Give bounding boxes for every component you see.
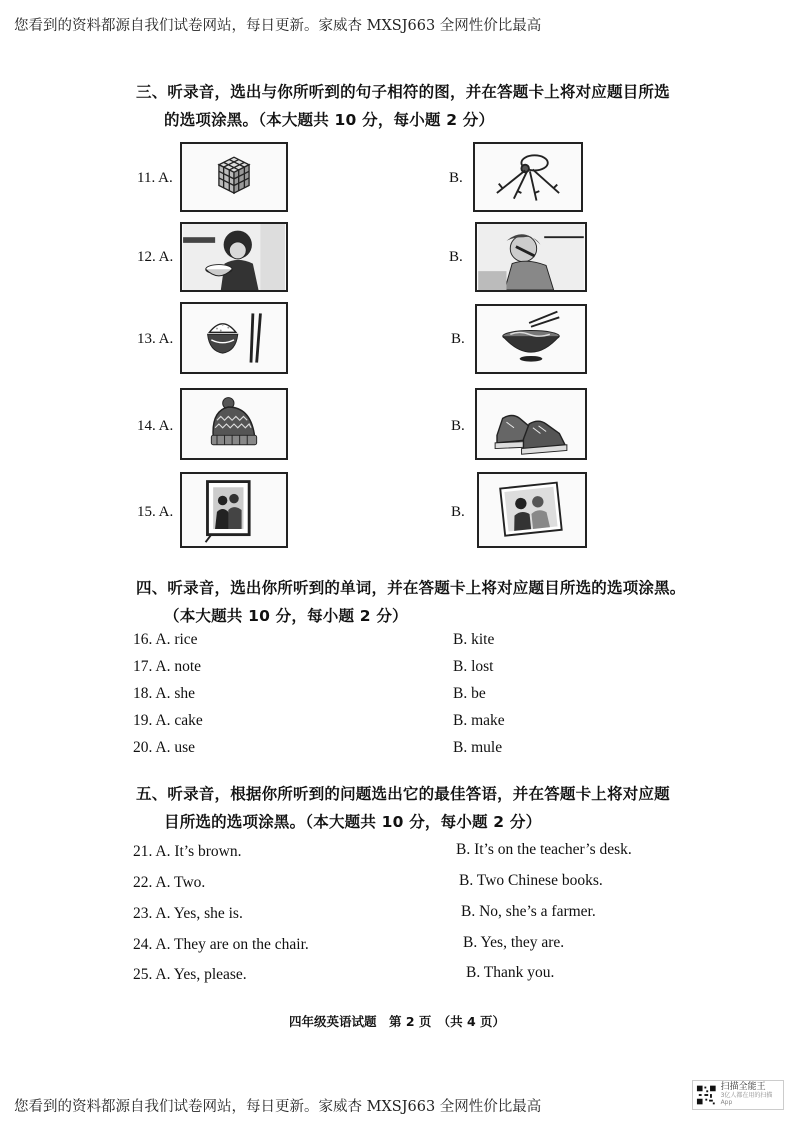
q15-a-label: 15. A. xyxy=(137,504,174,520)
section-3-title-line-1: 三、听录音，选出与你所听到的句子相符的图，并在答题卡上将对应题目所选 xyxy=(136,83,670,101)
q13-b-label: B. xyxy=(451,331,465,347)
q23-option-a: 23. A. Yes, she is. xyxy=(133,905,243,922)
photo-frame-icon xyxy=(180,472,288,548)
keys-icon xyxy=(473,142,583,212)
scanner-watermark xyxy=(692,1080,784,1110)
section-4-title-line-1: 四、听录音，选出你所听到的单词，并在答题卡上将对应题目所选的选项涂黑。 xyxy=(136,579,686,597)
q25-option-a: 25. A. Yes, please. xyxy=(133,966,247,983)
qr-code-icon xyxy=(696,1084,717,1106)
q17-option-a: 17. A. note xyxy=(133,658,202,675)
girl-sleeping-icon xyxy=(475,222,587,292)
q13-a-label: 13. A. xyxy=(137,331,174,347)
sneakers-icon xyxy=(475,388,587,460)
q16-option-b: B. kite xyxy=(453,631,495,648)
section-3-title-line-2: 的选项涂黑。（本大题共 10 分，每小题 2 分） xyxy=(164,111,495,129)
q18-option-b: B. be xyxy=(453,685,486,702)
bottom-banner: 您看到的资料都源自我们试卷网站，每日更新。家威杏 MXSJ663 全网性价比最高 xyxy=(14,1099,542,1115)
q19-option-b: B. make xyxy=(453,712,505,729)
q11-a-label: 11. A. xyxy=(137,170,173,186)
q24-option-b: B. Yes, they are. xyxy=(463,934,565,951)
noodle-bowl-icon xyxy=(475,304,587,374)
q21-option-b: B. It’s on the teacher’s desk. xyxy=(456,841,632,858)
q15-b-label: B. xyxy=(451,504,465,520)
section-4-title-line-2: （本大题共 10 分，每小题 2 分） xyxy=(164,607,408,625)
watermark-subtitle: 3亿人都在用的扫描App xyxy=(720,1092,773,1106)
watermark-title: 扫描全能王 xyxy=(720,1082,766,1093)
q12-b-label: B. xyxy=(449,249,463,265)
top-banner: 您看到的资料都源自我们试卷网站，每日更新。家威杏 MXSJ663 全网性价比最高 xyxy=(14,18,542,34)
q11-b-label: B. xyxy=(449,170,463,186)
section-5-title-line-2: 目所选的选项涂黑。（本大题共 10 分，每小题 2 分） xyxy=(164,813,542,831)
rice-bowl-chopsticks-icon xyxy=(180,302,288,374)
q25-option-b: B. Thank you. xyxy=(466,964,555,981)
photo-icon xyxy=(477,472,587,548)
rubiks-cube-icon xyxy=(180,142,288,212)
boy-eating-icon xyxy=(180,222,288,292)
q12-a-label: 12. A. xyxy=(137,249,174,265)
q18-option-a: 18. A. she xyxy=(133,685,195,702)
q22-option-b: B. Two Chinese books. xyxy=(459,872,603,889)
section-5-title-line-1: 五、听录音，根据你所听到的问题选出它的最佳答语，并在答题卡上将对应题 xyxy=(136,785,670,803)
q14-a-label: 14. A. xyxy=(137,418,174,434)
q23-option-b: B. No, she’s a farmer. xyxy=(461,903,596,920)
q22-option-a: 22. A. Two. xyxy=(133,874,206,891)
q14-b-label: B. xyxy=(451,418,465,434)
q16-option-a: 16. A. rice xyxy=(133,631,198,648)
q17-option-b: B. lost xyxy=(453,658,494,675)
q20-option-a: 20. A. use xyxy=(133,739,195,756)
q24-option-a: 24. A. They are on the chair. xyxy=(133,936,309,953)
winter-hat-icon xyxy=(180,388,288,460)
q21-option-a: 21. A. It’s brown. xyxy=(133,843,242,860)
page-footer: 四年级英语试题 第 2 页 （共 4 页） xyxy=(288,1014,506,1029)
q19-option-a: 19. A. cake xyxy=(133,712,203,729)
q20-option-b: B. mule xyxy=(453,739,503,756)
